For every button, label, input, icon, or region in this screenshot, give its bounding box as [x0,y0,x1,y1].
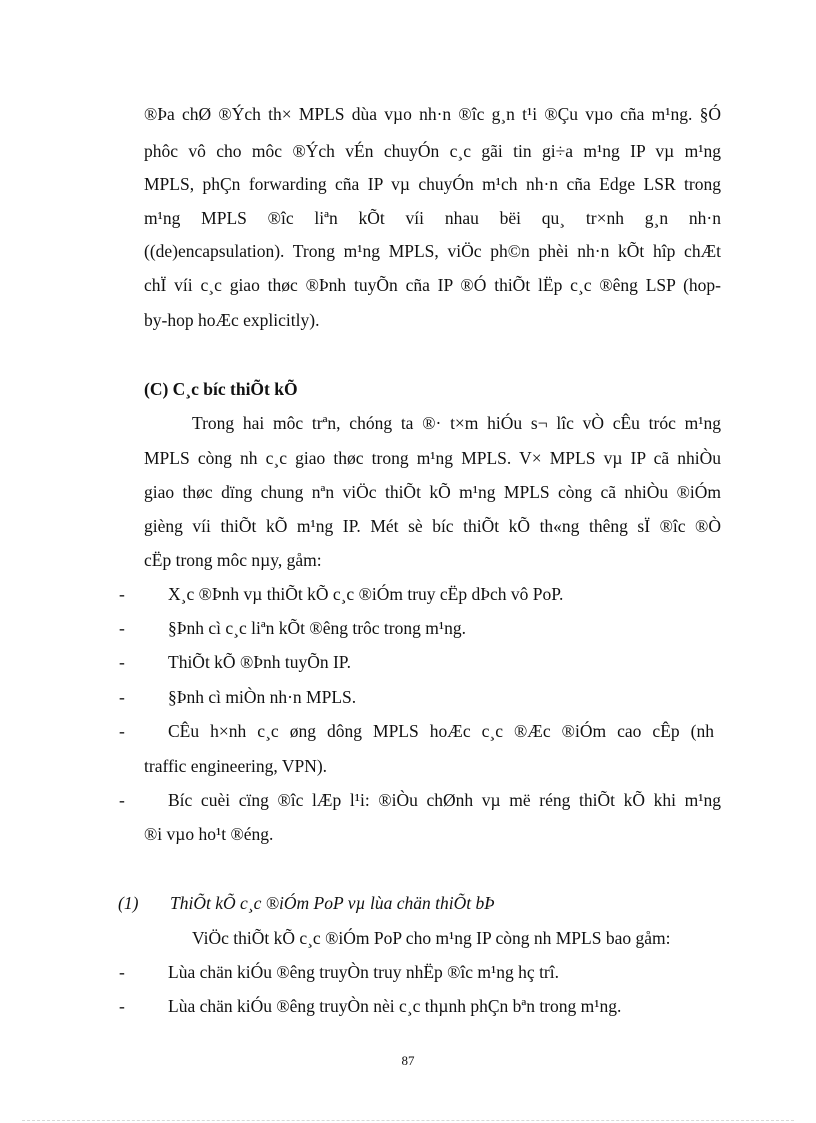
bullet-marker: - [119,721,125,741]
bullet-marker: - [119,687,125,707]
list-item: §Þnh cì miÒn nh·n MPLS. [168,687,357,707]
section-c-line: gièng víi thiÕt kÕ m¹ng IP. Mét sè bíc thiÕt kÕ th«ng thêng sÏ ®îc ®Ò [144,516,721,536]
paragraph1-line: MPLS, phÇn forwarding cña IP vµ chuyÓn m¹ch nh·n cña Edge LSR trong [144,174,721,194]
list-item: §Þnh cì c¸c liªn kÕt ®êng trôc trong m¹ng. [168,618,466,638]
list-item: Lùa chän kiÓu ®êng truyÒn nèi c¸c thµnh phÇn bªn trong m¹ng. [168,996,622,1016]
list-item: Bíc cuèi cïng ®îc lÆp l¹i: ®iÒu chØnh vµ më réng thiÕt kÕ khi m¹ng [168,790,721,810]
paragraph1-line: ®Þa chØ ®Ých th× MPLS dùa vµo nh·n ®îc g¸n t¹i ®Çu vµo cña m¹ng. §Ó [144,104,721,124]
section-c-line: cËp trong môc nµy, gåm: [144,550,322,570]
bullet-marker: - [119,652,125,672]
paragraph1-line: ((de)encapsulation). Trong m¹ng MPLS, viÖc ph©n phèi nh·n kÕt hîp chÆt [144,241,721,261]
section-c-line: Trong hai môc trªn, chóng ta ®· t×m hiÓu s¬ lîc vÒ cÊu tróc m¹ng [192,413,721,433]
section-c-line: MPLS còng nh c¸c giao thøc trong m¹ng MPLS. V× MPLS vµ IP cã nhiÒu [144,448,721,468]
subsection-number: (1) [118,893,139,913]
list-item: CÊu h×nh c¸c øng dông MPLS hoÆc c¸c ®Æc ®iÓm cao cÊp (nh [168,721,714,741]
subsection-title: ThiÕt kÕ c¸c ®iÓm PoP vµ lùa chän thiÕt bÞ [170,893,495,913]
list-item: ThiÕt kÕ ®Þnh tuyÕn IP. [168,652,351,672]
bullet-marker: - [119,618,125,638]
bullet-marker: - [119,962,125,982]
paragraph1-line: by-hop hoÆc explicitly). [144,310,320,330]
subsection-intro: ViÖc thiÕt kÕ c¸c ®iÓm PoP cho m¹ng IP còng nh MPLS bao gåm: [192,928,671,948]
bullet-marker: - [119,584,125,604]
paragraph1-line: phôc vô cho môc ®Ých vÉn chuyÓn c¸c gãi tin gi÷a m¹ng IP vµ m¹ng [144,141,721,161]
list-item-continuation: traffic engineering, VPN). [144,756,328,776]
list-item: Lùa chän kiÓu ®êng truyÒn truy nhËp ®îc m¹ng hç trî. [168,962,559,982]
bullet-marker: - [119,996,125,1016]
section-c-line: giao thøc dïng chung nªn viÖc thiÕt kÕ m¹ng MPLS còng cã nhiÒu ®iÓm [144,482,721,502]
paragraph1-line: chÏ víi c¸c giao thøc ®Þnh tuyÕn cña IP ®Ó thiÕt lËp c¸c ®êng LSP (hop- [144,275,721,295]
page-number: 87 [401,1053,415,1068]
section-heading: (C) C¸c bíc thiÕt kÕ [144,379,298,399]
page-bottom-rule [22,1120,794,1121]
list-item-continuation: ®i vµo ho¹t ®éng. [144,824,274,844]
list-item: X¸c ®Þnh vµ thiÕt kÕ c¸c ®iÓm truy cËp dÞch vô PoP. [168,584,564,604]
bullet-marker: - [119,790,125,810]
paragraph1-line: m¹ng MPLS ®îc liªn kÕt víi nhau bëi qu¸ tr×nh g¸n nh·n [144,208,721,228]
